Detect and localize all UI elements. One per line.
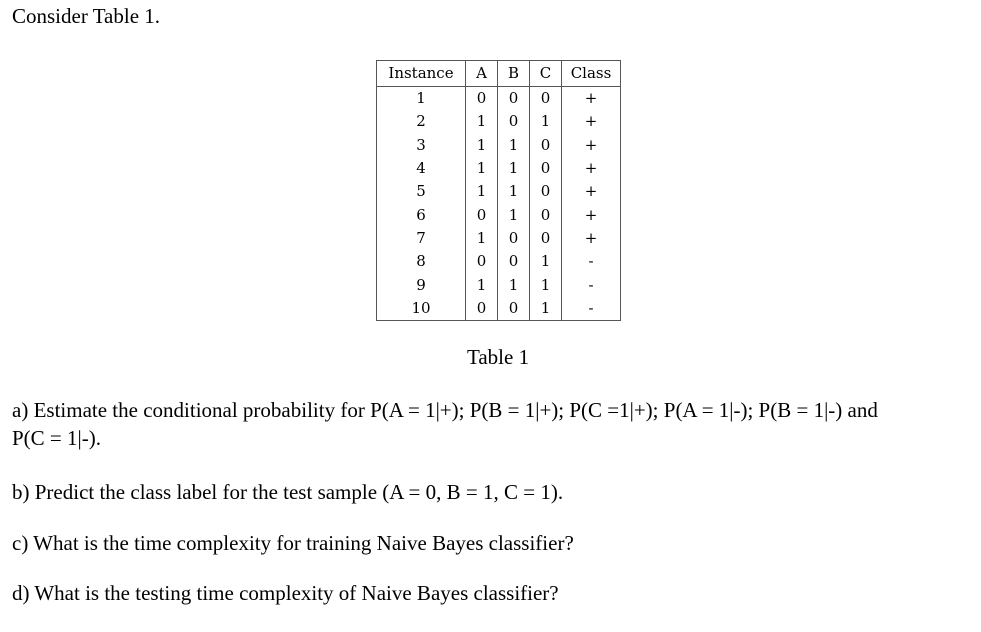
- cell-c: 0: [530, 134, 562, 157]
- cell-instance: 10: [411, 298, 431, 317]
- cell-a: 0: [466, 203, 498, 226]
- cell-instance: 8: [416, 252, 426, 271]
- cell-class: +: [562, 110, 621, 133]
- cell-instance: 6: [416, 205, 426, 224]
- header-a: A: [466, 61, 498, 87]
- cell-class: +: [562, 180, 621, 203]
- question-b: b) Predict the class label for the test sample (A = 0, B = 1, C = 1).: [12, 480, 564, 504]
- cell-c: 1: [530, 297, 562, 321]
- table-row: [377, 250, 621, 273]
- table-body: [377, 87, 621, 321]
- cell-c: 0: [530, 180, 562, 203]
- cell-c: 0: [530, 227, 562, 250]
- cell-b: 1: [498, 180, 530, 203]
- cell-class: +: [562, 134, 621, 157]
- question-a-line2: P(C = 1|-).: [12, 426, 101, 450]
- cell-class: +: [562, 203, 621, 226]
- table-header-row: [377, 61, 621, 87]
- cell-a: 1: [466, 180, 498, 203]
- cell-c: 1: [530, 110, 562, 133]
- cell-instance: 1: [416, 89, 426, 108]
- cell-instance: 3: [416, 135, 426, 154]
- cell-a: 0: [466, 87, 498, 111]
- cell-b: 1: [498, 157, 530, 180]
- data-table: [376, 60, 621, 321]
- cell-instance: 4: [416, 159, 426, 178]
- cell-a: 0: [466, 250, 498, 273]
- header-instance: Instance: [377, 61, 466, 87]
- cell-instance: 2: [416, 112, 426, 131]
- cell-a: 1: [466, 273, 498, 296]
- cell-instance: 5: [416, 182, 426, 201]
- cell-b: 0: [498, 110, 530, 133]
- question-d: d) What is the testing time complexity of Naive Bayes classifier?: [12, 581, 559, 605]
- cell-c: 0: [530, 87, 562, 111]
- cell-class: +: [562, 227, 621, 250]
- cell-c: 0: [530, 157, 562, 180]
- header-c: C: [530, 61, 562, 87]
- cell-instance: 9: [416, 275, 426, 294]
- cell-class: +: [562, 87, 621, 111]
- cell-c: 0: [530, 203, 562, 226]
- cell-class: -: [562, 297, 621, 321]
- cell-a: 1: [466, 227, 498, 250]
- cell-b: 1: [498, 273, 530, 296]
- cell-class: -: [562, 273, 621, 296]
- cell-c: 1: [530, 250, 562, 273]
- cell-b: 0: [498, 227, 530, 250]
- question-a-line1: a) Estimate the conditional probability for P(A = 1|+); P(B = 1|+); P(C =1|+); P(A = 1|-); P(B = 1|-) and: [12, 398, 878, 422]
- cell-a: 1: [466, 134, 498, 157]
- cell-a: 1: [466, 157, 498, 180]
- cell-class: +: [562, 157, 621, 180]
- table-caption: Table 1: [467, 345, 530, 369]
- table-row: [377, 157, 621, 180]
- header-b: B: [498, 61, 530, 87]
- table-row: [377, 273, 621, 296]
- cell-instance: 7: [416, 228, 426, 247]
- table-row: [377, 110, 621, 133]
- table-row: [377, 87, 621, 111]
- cell-b: 1: [498, 203, 530, 226]
- table-row: [377, 227, 621, 250]
- table-row: [377, 134, 621, 157]
- intro-text: Consider Table 1.: [12, 4, 161, 28]
- table-row: [377, 203, 621, 226]
- cell-b: 0: [498, 87, 530, 111]
- cell-a: 1: [466, 110, 498, 133]
- table-row: [377, 180, 621, 203]
- cell-c: 1: [530, 273, 562, 296]
- data-table-container: [376, 60, 621, 321]
- question-c: c) What is the time complexity for training Naive Bayes classifier?: [12, 531, 574, 555]
- header-class: Class: [562, 61, 621, 87]
- cell-class: -: [562, 250, 621, 273]
- cell-b: 0: [498, 250, 530, 273]
- cell-a: 0: [466, 297, 498, 321]
- cell-b: 1: [498, 134, 530, 157]
- cell-b: 0: [498, 297, 530, 321]
- table-row: [377, 297, 621, 321]
